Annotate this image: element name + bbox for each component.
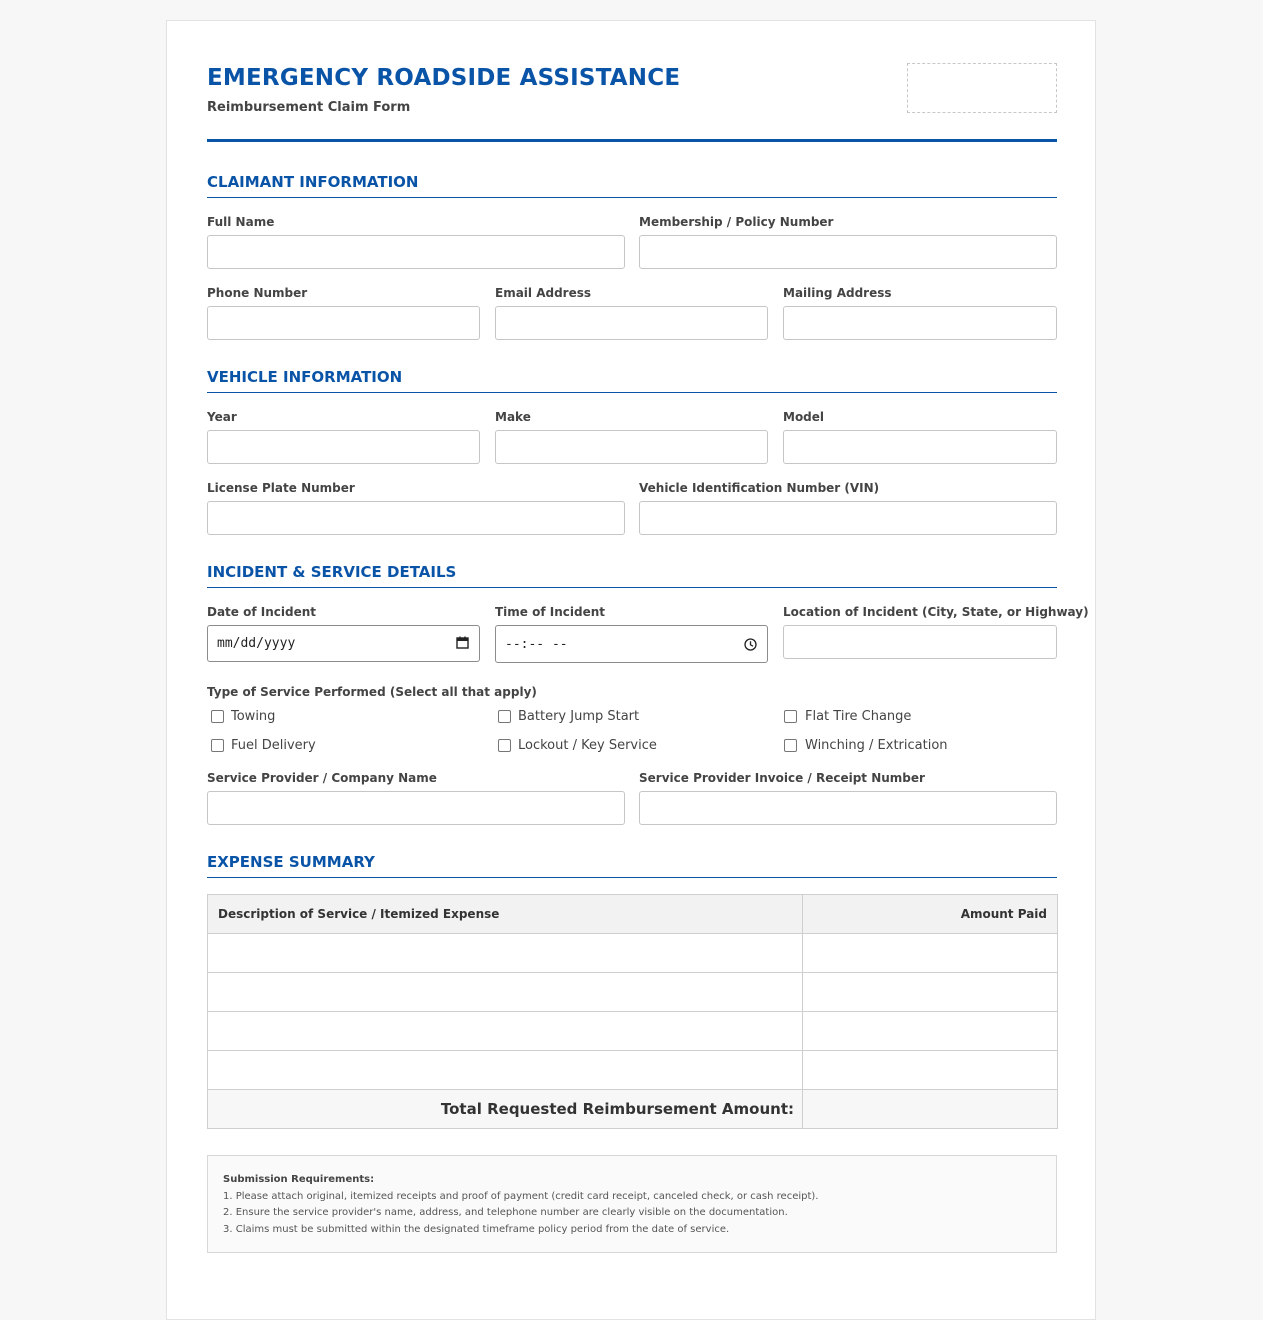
notes-title: Submission Requirements: [223,1174,375,1185]
form-page [166,20,1096,1320]
provider-input[interactable] [207,791,625,825]
model-label: Model [783,410,825,424]
fuel-delivery-checkbox-label: Fuel Delivery [231,738,316,753]
amount-column-header: Amount Paid [803,895,1058,934]
membership-label: Membership / Policy Number [639,215,834,229]
lockout-checkbox[interactable] [498,739,511,752]
expense-amount-cell[interactable] [803,1051,1058,1090]
expense-description-cell[interactable] [208,934,803,973]
fuel-delivery-checkbox[interactable] [211,739,224,752]
make-label: Make [495,410,531,424]
full-name-label: Full Name [207,215,275,229]
expense-amount-cell[interactable] [803,973,1058,1012]
form-subtitle: Reimbursement Claim Form [207,100,411,115]
expense-table [207,894,1058,1129]
section-title-expense: EXPENSE SUMMARY [207,853,1057,878]
time-input-value: --:-- -- [505,637,568,652]
table-row [208,1051,1058,1090]
invoice-input[interactable] [639,791,1057,825]
vin-input[interactable] [639,501,1057,535]
phone-input[interactable] [207,306,480,340]
model-input[interactable] [783,430,1057,464]
expense-amount-cell[interactable] [803,934,1058,973]
expense-description-cell[interactable] [208,1012,803,1051]
flat-tire-checkbox-label: Flat Tire Change [805,709,912,724]
year-input[interactable] [207,430,480,464]
total-amount-cell[interactable] [803,1090,1058,1129]
vin-label: Vehicle Identification Number (VIN) [639,481,880,495]
towing-checkbox[interactable] [211,710,224,723]
form-content [207,21,1089,1235]
logo-placeholder [907,63,1057,113]
date-label: Date of Incident [207,605,316,619]
battery-jump-checkbox[interactable] [498,710,511,723]
make-input[interactable] [495,430,768,464]
email-label: Email Address [495,286,592,300]
battery-jump-checkbox-label: Battery Jump Start [518,709,640,724]
year-label: Year [207,410,237,424]
expense-description-cell[interactable] [208,1051,803,1090]
total-label: Total Requested Reimbursement Amount: [208,1090,803,1129]
table-row [208,973,1058,1012]
email-input[interactable] [495,306,768,340]
expense-header-row [208,895,1058,934]
time-label: Time of Incident [495,605,606,619]
section-title-vehicle: VEHICLE INFORMATION [207,368,1057,393]
total-row [208,1090,1058,1129]
date-input[interactable] [207,625,480,662]
invoice-label: Service Provider Invoice / Receipt Number [639,771,925,785]
date-input-value: mm/dd/yyyy [217,636,296,651]
mailing-input[interactable] [783,306,1057,340]
time-input[interactable] [495,625,768,663]
form-title: EMERGENCY ROADSIDE ASSISTANCE [207,65,681,91]
clock-icon[interactable] [744,638,757,651]
location-label: Location of Incident (City, State, or Highway) [783,605,1089,619]
flat-tire-checkbox[interactable] [784,710,797,723]
form-header [207,21,1057,142]
calendar-icon[interactable] [456,636,469,649]
expense-amount-cell[interactable] [803,1012,1058,1051]
location-input[interactable] [783,625,1057,659]
plate-input[interactable] [207,501,625,535]
notes-line: 2. Ensure the service provider's name, address, and telephone number are clearly visible on the documentation. [223,1207,788,1218]
lockout-checkbox-label: Lockout / Key Service [518,738,657,753]
table-row [208,1012,1058,1051]
expense-description-cell[interactable] [208,973,803,1012]
notes-line: 3. Claims must be submitted within the designated timeframe policy period from the date of service. [223,1223,730,1235]
phone-label: Phone Number [207,286,308,300]
full-name-input[interactable] [207,235,625,269]
provider-label: Service Provider / Company Name [207,771,437,785]
notes-line: 1. Please attach original, itemized receipts and proof of payment (credit card receipt, canceled check, or cash receipt). [223,1190,819,1202]
section-title-incident: INCIDENT & SERVICE DETAILS [207,563,1057,588]
membership-input[interactable] [639,235,1057,269]
description-column-header: Description of Service / Itemized Expense [208,895,803,934]
service-types-label: Type of Service Performed (Select all that apply) [207,685,537,699]
plate-label: License Plate Number [207,481,355,495]
section-title-claimant: CLAIMANT INFORMATION [207,173,1057,198]
winching-checkbox[interactable] [784,739,797,752]
mailing-label: Mailing Address [783,286,892,300]
submission-requirements [207,1155,1057,1253]
winching-checkbox-label: Winching / Extrication [805,738,948,753]
table-row [208,934,1058,973]
towing-checkbox-label: Towing [231,709,276,724]
